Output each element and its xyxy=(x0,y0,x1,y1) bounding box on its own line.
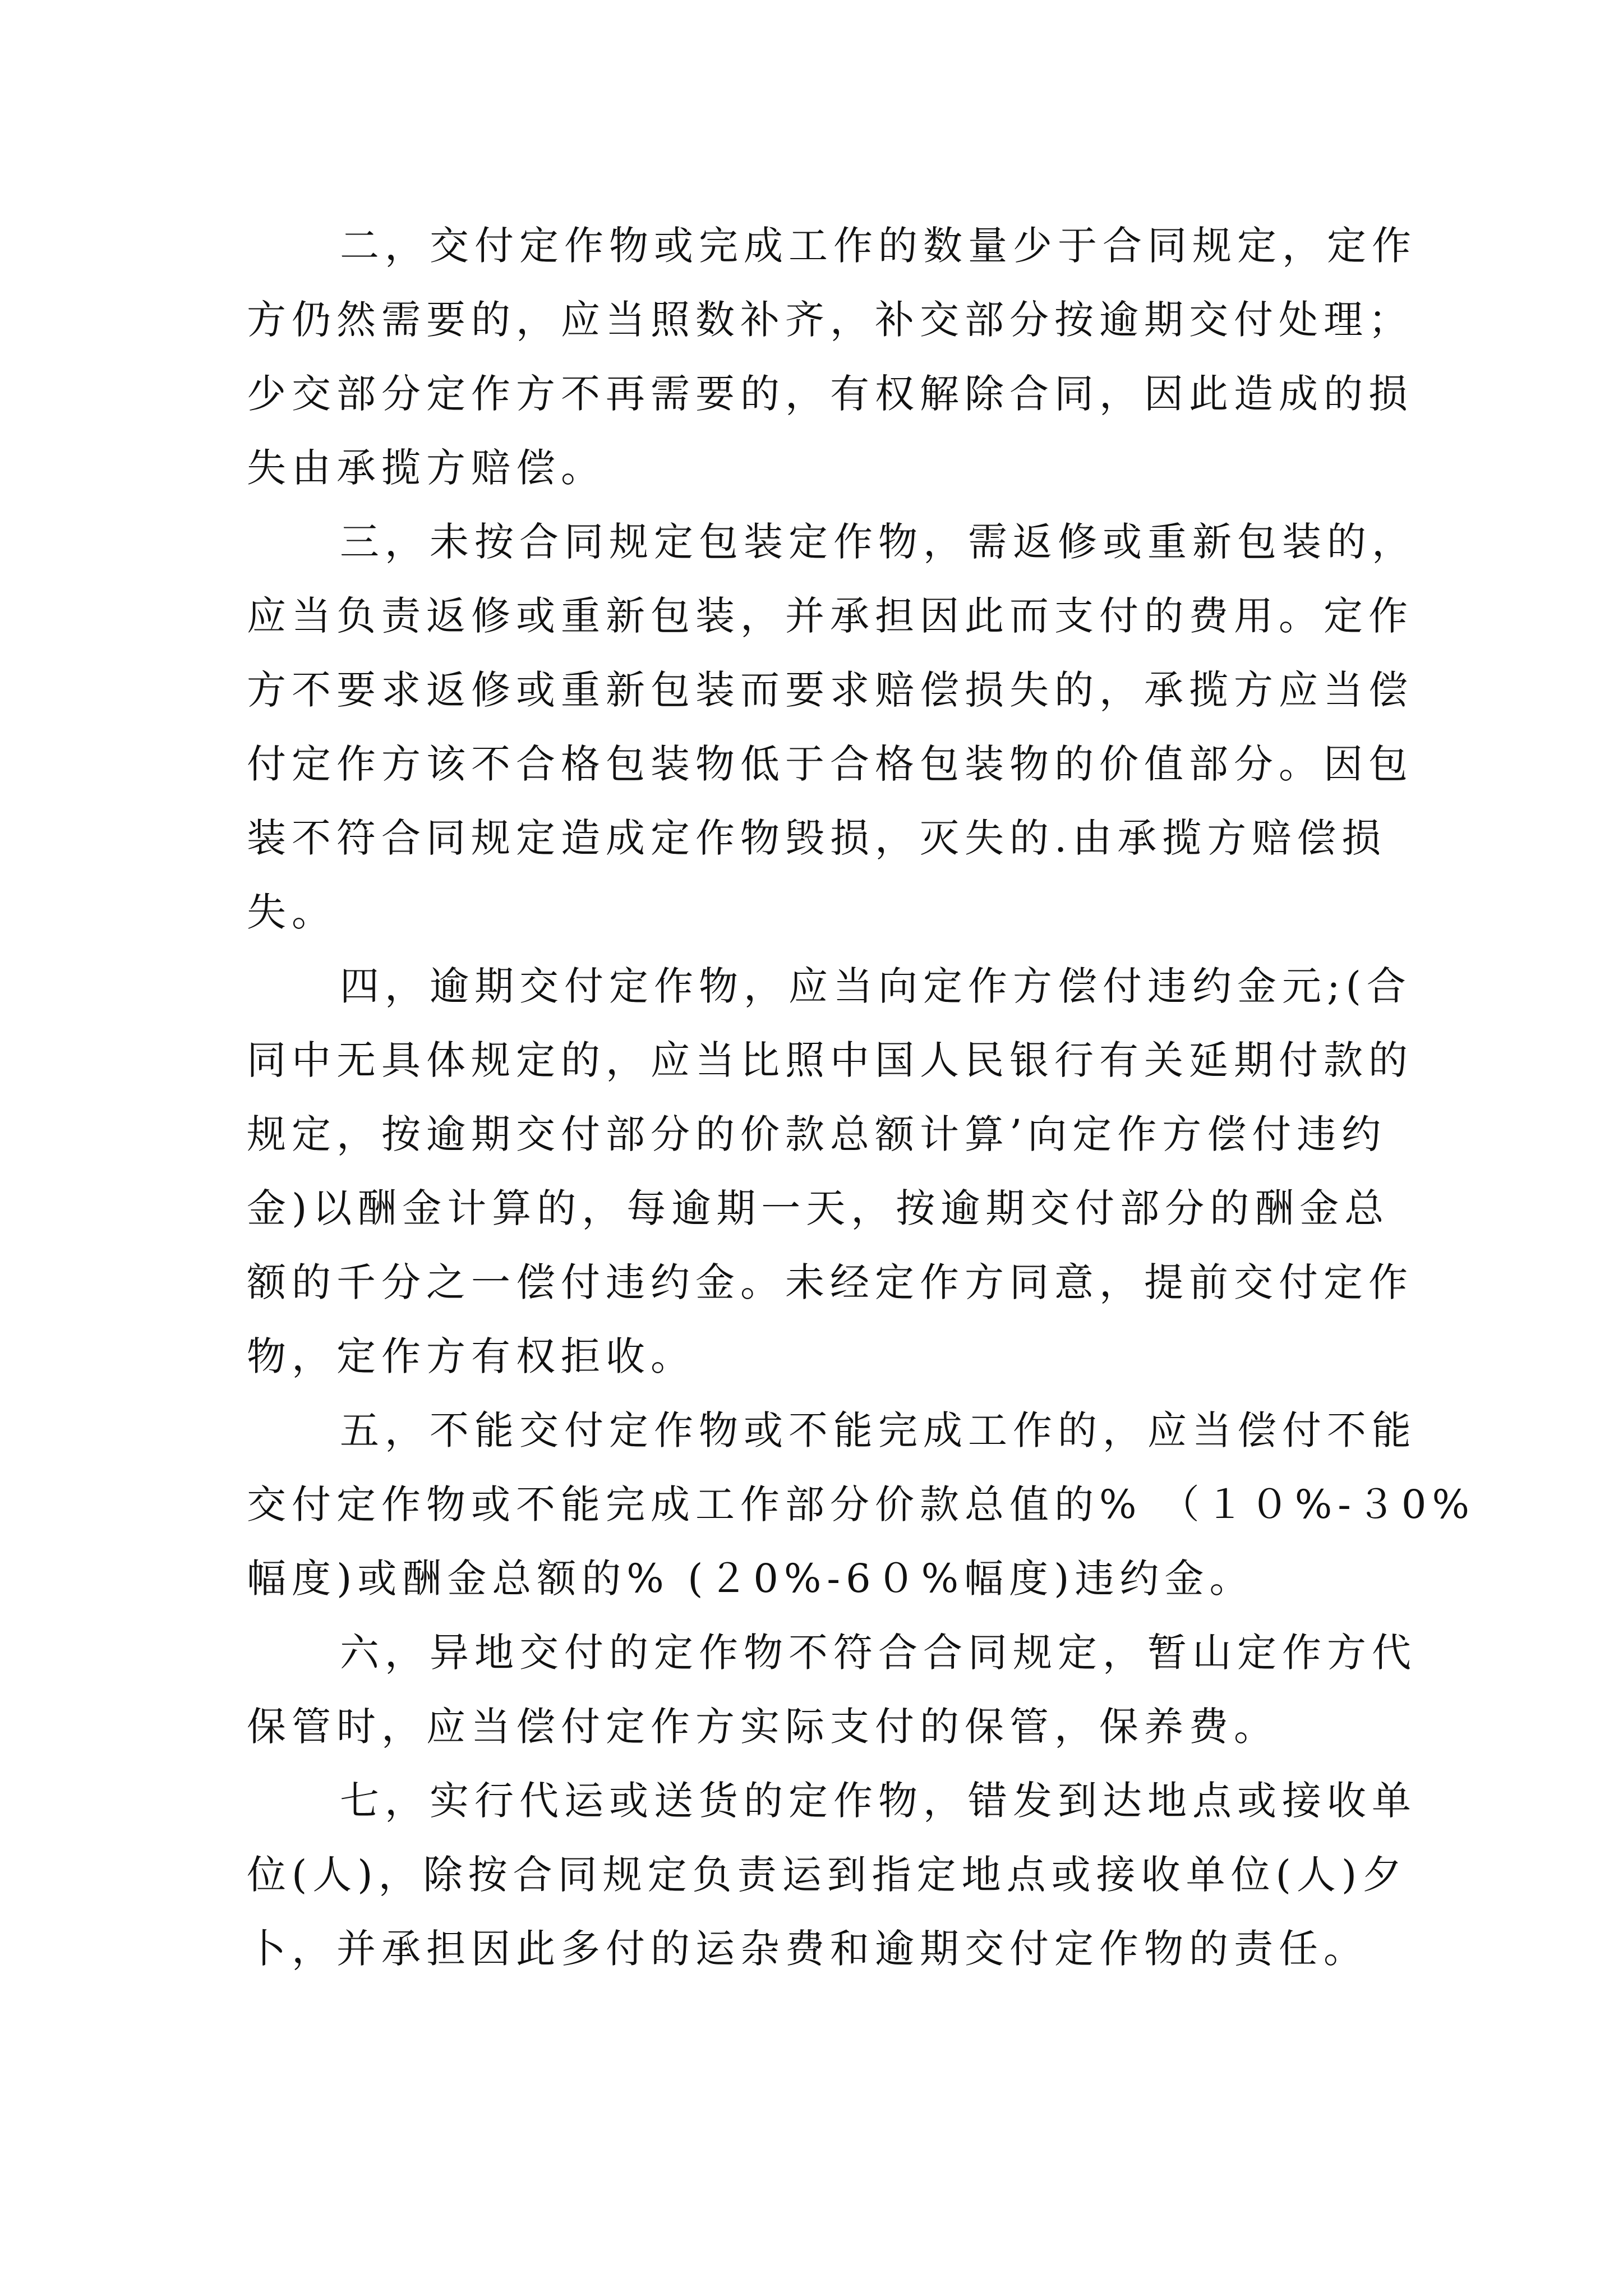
text-line: 少交部分定作方不再需要的，有权解除合同，因此造成的损 xyxy=(247,371,1413,417)
text-line: 应当负责返修或重新包装，并承担因此而支付的费用。定作 xyxy=(247,593,1413,639)
paragraph-7 xyxy=(247,1764,1417,1986)
text-line: 交付定作物或不能完成工作部分价款总值的% （１０%-３0% xyxy=(247,1481,1475,1527)
text-line: 失。 xyxy=(247,889,336,935)
document-page xyxy=(247,209,1475,1986)
text-line: 卜，并承担因此多付的运杂费和逾期交付定作物的责任。 xyxy=(247,1926,1368,1972)
paragraph-4 xyxy=(247,949,1413,1393)
text-line: 物，定作方有权拒收。 xyxy=(247,1333,695,1379)
paragraph-5 xyxy=(247,1393,1475,1616)
text-line: 金)以酬金计算的，每逾期一天，按逾期交付部分的酬金总 xyxy=(247,1185,1390,1231)
text-line: 三，未按合同规定包装定作物，需返修或重新包装的， xyxy=(340,519,1417,565)
paragraph-3 xyxy=(247,505,1417,949)
text-line: 保管时，应当偿付定作方实际支付的保管，保养费。 xyxy=(247,1704,1279,1750)
paragraph-2 xyxy=(247,209,1417,505)
text-line: 额的千分之一偿付违约金。未经定作方同意，提前交付定作 xyxy=(247,1259,1413,1305)
text-line: 方仍然需要的，应当照数补齐，补交部分按逾期交付处理； xyxy=(247,297,1413,343)
text-line: 二，交付定作物或完成工作的数量少于合同规定，定作 xyxy=(340,223,1417,269)
text-line: 位(人)，除按合同规定负责运到指定地点或接收单位(人)夕 xyxy=(247,1852,1408,1898)
text-line: 五，不能交付定作物或不能完成工作的，应当偿付不能 xyxy=(340,1407,1417,1453)
text-line: 七，实行代运或送货的定作物，错发到达地点或接收单 xyxy=(340,1778,1417,1824)
text-line: 规定，按逾期交付部分的价款总额计算’向定作方偿付违约 xyxy=(247,1111,1387,1157)
text-line: 幅度)或酬金总额的% (２0%-6０%幅度)违约金。 xyxy=(247,1556,1255,1602)
text-line: 六，异地交付的定作物不符合合同规定，暂山定作方代 xyxy=(340,1630,1417,1676)
text-line: 装不符合同规定造成定作物毁损，灭失的.由承揽方赔偿损 xyxy=(247,815,1387,861)
text-line: 失由承揽方赔偿。 xyxy=(247,445,606,491)
text-line: 同中无具体规定的，应当比照中国人民银行有关延期付款的 xyxy=(247,1037,1413,1083)
text-line: 方不要求返修或重新包装而要求赔偿损失的，承揽方应当偿 xyxy=(247,667,1413,713)
text-line: 付定作方该不合格包装物低于合格包装物的价值部分。因包 xyxy=(247,741,1413,787)
paragraph-6 xyxy=(247,1616,1417,1764)
text-line: 四，逾期交付定作物，应当向定作方偿付违约金元;(合 xyxy=(340,963,1412,1009)
